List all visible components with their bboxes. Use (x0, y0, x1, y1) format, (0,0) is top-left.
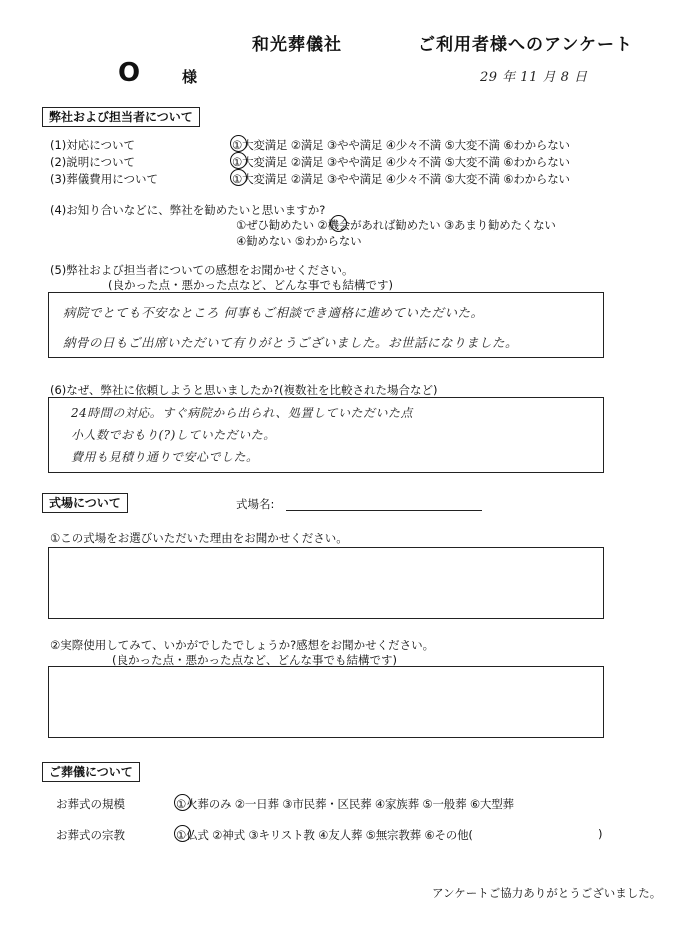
section-title-company: 弊社および担当者について (42, 107, 200, 127)
customer-initial: O (118, 58, 141, 88)
impressions-answer-box[interactable] (48, 292, 604, 358)
options-text: ①大変満足 ②満足 ③やや満足 ④少々不満 ⑤大変不満 ⑥わからない (232, 172, 570, 186)
handwritten-answer: 納骨の日もご出席いただいて有りがとうございました。お世話になりました。 (63, 335, 519, 350)
question-venue-impressions-sub: (良かった点・悪かった点など、どんな事でも結構です) (112, 653, 397, 667)
question-label: (1)対応について (50, 138, 136, 152)
question-reason: (6)なぜ、弊社に依頼しようと思いましたか?(複数社を比較された場合など) (50, 383, 438, 397)
section-title-funeral: ご葬儀について (42, 762, 140, 782)
question-label: (3)葬儀費用について (50, 172, 159, 186)
options-text: ①大変満足 ②満足 ③やや満足 ④少々不満 ⑤大変不満 ⑥わからない (232, 138, 570, 152)
page-title: ご利用者様へのアンケート (418, 35, 633, 55)
question-venue-reason: ①この式場をお選びいただいた理由をお聞かせください。 (50, 531, 348, 545)
company-name: 和光葬儀社 (252, 35, 342, 55)
question-venue-impressions: ②実際使用してみて、いかがでしたでしょうか?感想をお聞かせください。 (50, 638, 435, 652)
question-recommend: (4)お知り合いなどに、弊社を勧めたいと思いますか? (50, 203, 326, 217)
handwritten-answer: 病院でとても不安なところ 何事もご相談でき適格に進めていただいた。 (63, 305, 484, 320)
answer-options (232, 171, 570, 187)
answer-options (232, 137, 570, 153)
venue-name-label: 式場名: (236, 497, 275, 511)
religion-other-close: ) (598, 827, 603, 841)
options-text: ①仏式 ②神式 ③キリスト教 ④友人葬 ⑤無宗教葬 ⑥その他( (176, 828, 473, 842)
selection-circle (230, 169, 247, 186)
recommend-options-1 (236, 217, 556, 233)
handwritten-answer: 費用も見積り通りで安心でした。 (71, 450, 259, 464)
funeral-religion-options (176, 827, 473, 843)
options-text: ①火葬のみ ②一日葬 ③市民葬・区民葬 ④家族葬 ⑤一般葬 ⑥大型葬 (176, 797, 514, 811)
handwritten-answer: 24時間の対応。すぐ病院から出られ、処置していただいた点 (71, 406, 413, 420)
section-title-venue: 式場について (42, 493, 128, 513)
survey-date: 29 年 11 月 8 日 (480, 70, 588, 85)
funeral-scale-label: お葬式の規模 (56, 797, 125, 811)
selection-circle (230, 152, 247, 169)
question-impressions-sub: (良かった点・悪かった点など、どんな事でも結構です) (108, 278, 393, 292)
selection-circle (230, 135, 247, 152)
venue-impressions-box[interactable] (48, 666, 604, 738)
answer-options (232, 154, 570, 170)
selection-circle (174, 794, 191, 811)
funeral-scale-options (176, 796, 514, 812)
footer-thanks: アンケートご協力ありがとうございました。 (432, 886, 662, 900)
honorific: 様 (182, 68, 198, 86)
question-impressions: (5)弊社および担当者についての感想をお聞かせください。 (50, 263, 354, 277)
reason-answer-box[interactable] (48, 397, 604, 473)
venue-name-field[interactable] (286, 510, 482, 511)
options-text: ①ぜひ勧めたい ②機会があれば勧めたい ③あまり勧めたくない (236, 218, 556, 232)
handwritten-answer: 小人数でおもり(?)していただいた。 (71, 428, 276, 442)
options-text: ①大変満足 ②満足 ③やや満足 ④少々不満 ⑤大変不満 ⑥わからない (232, 155, 570, 169)
venue-reason-box[interactable] (48, 547, 604, 619)
selection-circle (330, 215, 347, 232)
selection-circle (174, 825, 191, 842)
recommend-options-2: ④勧めない ⑤わからない (236, 234, 362, 248)
question-label: (2)説明について (50, 155, 136, 169)
funeral-religion-label: お葬式の宗教 (56, 828, 125, 842)
